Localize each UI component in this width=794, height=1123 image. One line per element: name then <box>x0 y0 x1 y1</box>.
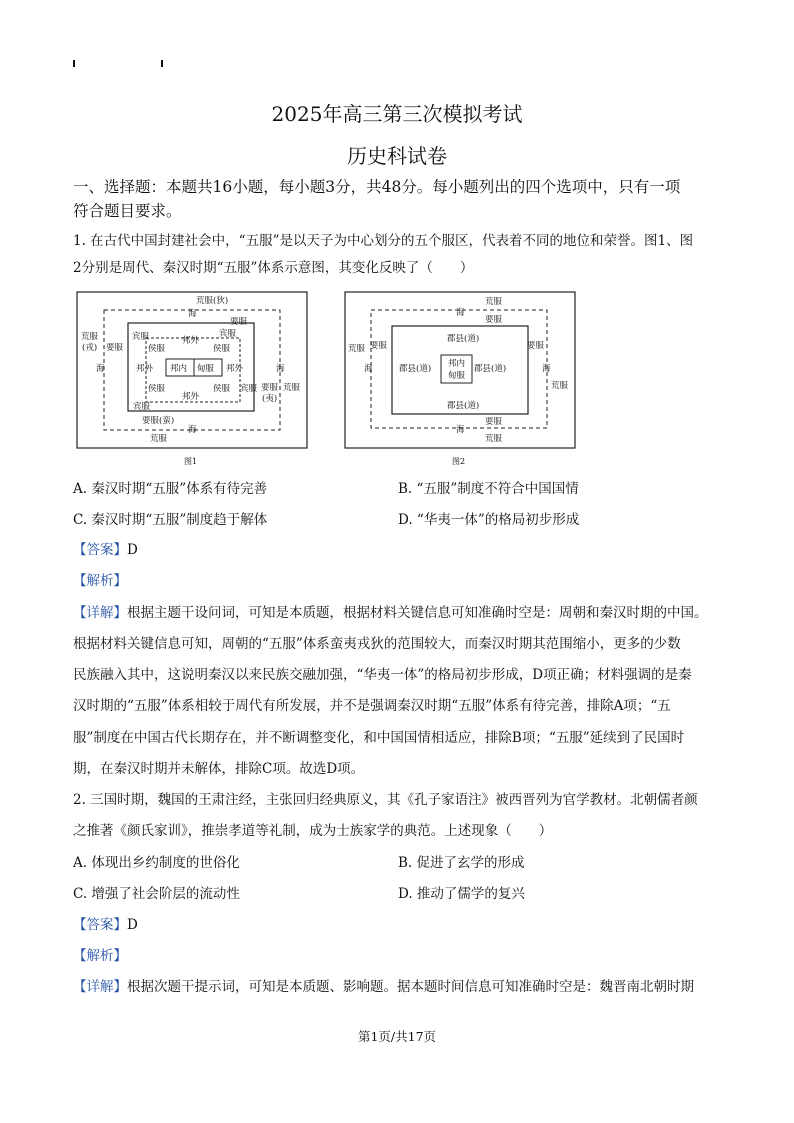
figure-1-caption: 图1 <box>184 457 198 466</box>
q2-answer-value: D <box>127 917 138 933</box>
q2-option-a: A. 体现出乡约制度的世俗化 <box>73 855 240 871</box>
fig2-huangfu-top: 荒服 <box>485 297 503 307</box>
q1-stem-line1: 1. 在古代中国封建社会中，“五服”是以天子为中心划分的五个服区，代表着不同的地位和荣誉。图1、图 <box>73 233 694 249</box>
q1-answer-tag: 【答案】 <box>73 542 127 558</box>
fig2-right-yaofu: 要服 <box>527 341 545 351</box>
figure-2-caption: 图2 <box>452 457 466 466</box>
q1-stem-line2: 2分别是周代、秦汉时期“五服”体系示意图，其变化反映了（ ） <box>73 260 474 276</box>
q2-option-b: B. 促进了玄学的形成 <box>398 855 525 871</box>
fig1-yaofu-bottom: 要服(蛮) <box>142 416 175 426</box>
q2-option-c: C. 增强了社会阶层的流动性 <box>73 886 240 902</box>
fig1-huangfu-bottom: 荒服 <box>150 434 168 444</box>
fig1-houfu-tr: 侯服 <box>213 344 231 354</box>
q1-detail-line6: 期，在秦汉时期并未解体，排除C项。故选D项。 <box>73 761 365 777</box>
fig1-houfu-br: 侯服 <box>213 384 231 394</box>
fig1-right-yaofu: 要服 <box>261 383 279 393</box>
section-heading-line2: 符合题目要求。 <box>73 202 182 220</box>
fig2-bangnei: 邦内 <box>448 359 466 369</box>
fig1-bangwai-left: 邦外 <box>136 364 154 374</box>
fig1-bangwai-top: 邦外 <box>182 336 200 346</box>
q1-option-d: D. “华夷一体”的格局初步形成 <box>398 512 580 528</box>
q1-option-b: B. “五服”制度不符合中国国情 <box>398 481 579 497</box>
fig1-right-yi: (夷) <box>262 394 278 404</box>
corner-mark-left <box>73 60 75 67</box>
q2-answer <box>73 915 138 935</box>
q2-detail-tag: 【详解】 <box>73 979 127 995</box>
q1-option-a: A. 秦汉时期“五服”体系有待完善 <box>73 481 268 497</box>
section-heading-line1: 一、选择题：本题共16小题，每小题3分，共48分。每小题列出的四个选项中，只有一项 <box>73 178 681 196</box>
q1-detail-line4: 汉时期的“五服”体系相较于周代有所发展，并不是强调秦汉时期“五服”体系有待完善，排除A项；“五 <box>73 698 671 714</box>
fig1-hai-right: 海 <box>276 364 285 374</box>
fig1-left-rong: (戎) <box>82 343 98 353</box>
fig1-binfu-bottom: 宾服 <box>133 402 151 412</box>
fig2-yaofu-bottom: 要服 <box>485 417 503 427</box>
q1-detail-text1: 根据主题干设问词，可知是本质题，根据材料关键信息可知准确时空是：周朝和秦汉时期的中国。 <box>127 605 708 621</box>
figure-2-diagram <box>344 291 578 471</box>
fig1-houfu-bl: 侯服 <box>148 384 166 394</box>
fig2-hai-top: 海 <box>456 308 465 318</box>
fig1-bin-left: 宾服 <box>132 332 150 342</box>
q2-stem-line1: 2. 三国时期，魏国的王肃注经，主张回归经典原义，其《孔子家语注》被西晋列为官学教材。北朝儒者颜 <box>73 792 698 808</box>
q1-option-c: C. 秦汉时期“五服”制度趋于解体 <box>73 512 268 528</box>
q1-answer-value: D <box>127 542 138 558</box>
fig2-huangfu-bottom: 荒服 <box>485 434 503 444</box>
q1-answer <box>73 540 138 560</box>
fig1-bangnei: 邦内 <box>170 364 188 374</box>
figure-1-diagram <box>76 291 310 471</box>
q1-detail-line2: 根据材料关键信息可知，周朝的“五服”体系蛮夷戎狄的范围较大，而秦汉时期其范围缩小，更多的少数 <box>73 636 681 652</box>
fig2-left-huangfu: 荒服 <box>348 344 366 354</box>
q2-option-d: D. 推动了儒学的复兴 <box>398 886 525 902</box>
fig1-bangwai-bottom: 邦外 <box>182 392 200 402</box>
fig1-right-huangfu: 荒服 <box>283 383 301 393</box>
fig2-left-yaofu: 要服 <box>370 341 388 351</box>
q1-analysis-tag: 【解析】 <box>73 573 127 589</box>
q1-detail-tag: 【详解】 <box>73 605 127 621</box>
fig1-hai-left: 海 <box>96 364 105 374</box>
fig1-yaofu-top: 要服 <box>230 317 248 327</box>
q1-detail-line5: 服”制度在中国古代长期存在，并不断调整变化，和中国国情相适应，排除B项；“五服”延续到了民国时 <box>73 730 685 746</box>
fig2-hai-left: 海 <box>364 364 373 374</box>
fig2-hai-bottom: 海 <box>456 425 465 435</box>
corner-mark-right <box>161 60 163 67</box>
q1-detail-line3: 民族融入其中，这说明秦汉以来民族交融加强，“华夷一体”的格局初步形成，D项正确；材料强调的是秦 <box>73 667 692 683</box>
fig1-hai-bottom: 海 <box>188 425 197 435</box>
q2-stem-line2: 之推著《颜氏家训》，推崇孝道等礼制，成为士族家学的典范。上述现象（ ） <box>73 823 553 839</box>
fig2-junxian-top: 郡县(道) <box>447 334 480 344</box>
fig2-junxian-right: 郡县(道) <box>474 364 507 374</box>
fig1-bin-right: 宾服 <box>240 384 258 394</box>
fig2-yaofu-top: 要服 <box>485 315 503 325</box>
fig1-houfu-tl: 侯服 <box>148 344 166 354</box>
q2-detail-text1: 根据次题干提示词，可知是本质题、影响题。据本题时间信息可知准确时空是：魏晋南北朝时期 <box>127 979 694 995</box>
exam-subtitle: 历史科试卷 <box>347 144 447 168</box>
q2-analysis-tag: 【解析】 <box>73 948 127 964</box>
fig2-junxian-bottom: 郡县(道) <box>447 401 480 411</box>
fig1-left-huangfu: 荒服 <box>81 332 99 342</box>
fig2-hai-right: 海 <box>542 364 551 374</box>
fig1-dianfu: 甸服 <box>197 364 215 374</box>
fig1-top-huangfu: 荒服(狄) <box>196 296 229 306</box>
fig2-junxian-left: 郡县(道) <box>399 364 432 374</box>
q2-answer-tag: 【答案】 <box>73 917 127 933</box>
page-footer: 第1页/共17页 <box>357 1029 437 1044</box>
fig1-left-yaofu: 要服 <box>106 343 124 353</box>
q1-detail-line1 <box>73 603 708 623</box>
fig2-right-huangfu: 荒服 <box>551 381 569 391</box>
fig1-binfu-top: 宾服 <box>219 329 237 339</box>
fig2-dianfu: 甸服 <box>448 371 466 381</box>
q2-detail-line1 <box>73 977 694 997</box>
exam-title: 2025年高三第三次模拟考试 <box>271 102 523 126</box>
fig1-bangwai-right: 邦外 <box>226 364 244 374</box>
fig1-hai-top: 海 <box>188 309 197 319</box>
